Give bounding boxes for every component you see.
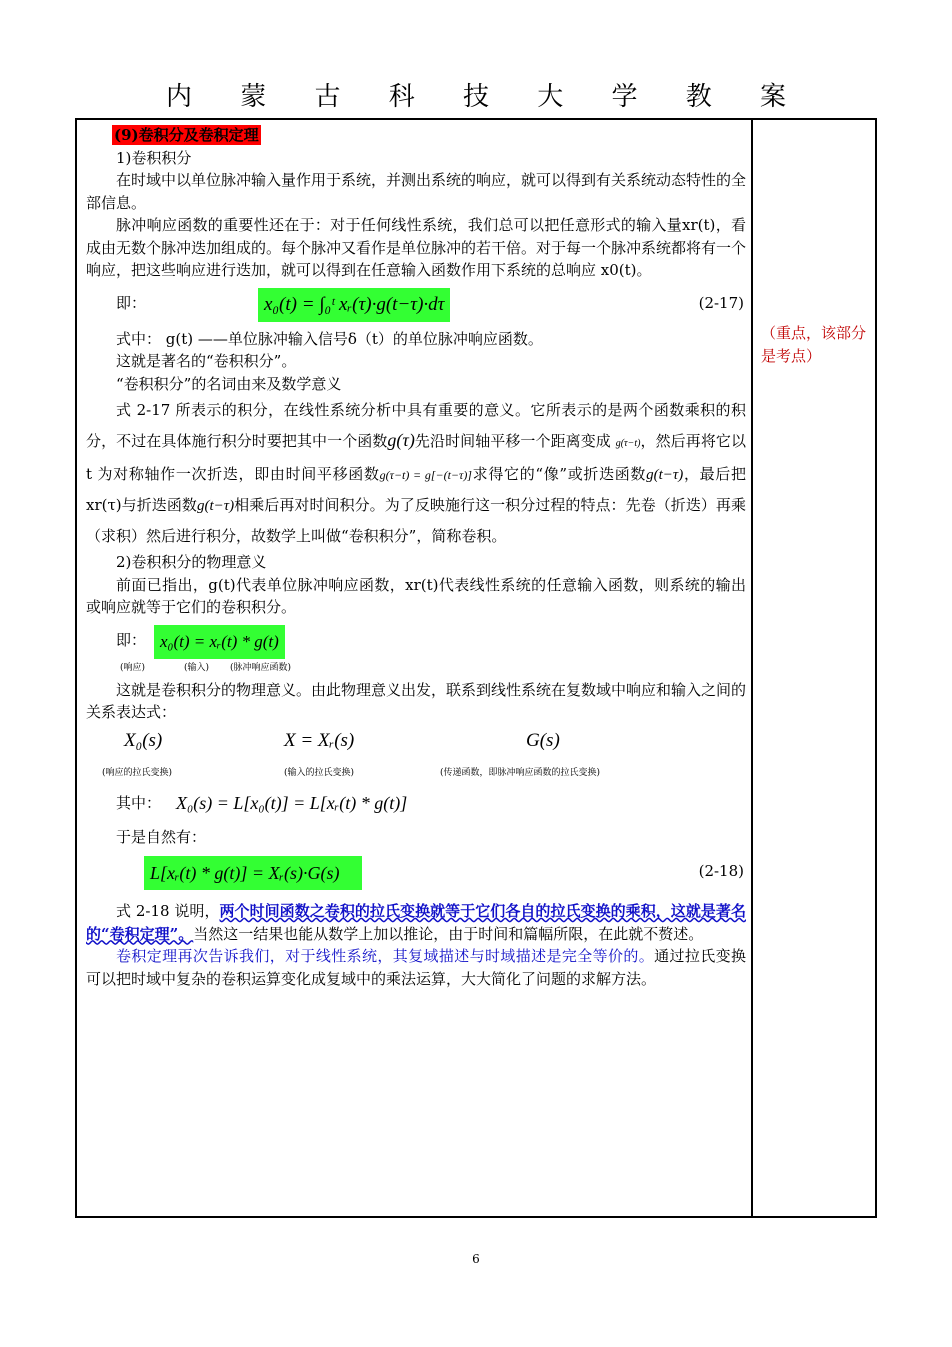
note-transfer-function: (传递函数，即脉冲响应函数的拉氏变换)	[440, 767, 601, 778]
equation-2-18	[86, 856, 746, 890]
side-note: （重点，该部分是考点）	[761, 324, 867, 365]
equation-label: 即：	[116, 630, 147, 649]
page-number: 6	[472, 1252, 480, 1266]
math-g-t-tau: g(t−τ)	[646, 467, 684, 483]
p6-text-b: 先沿时间轴平移一个距离变成	[414, 432, 611, 450]
p6-text-a: 式 2-17 所表示的积分，在线性系统分析中具有重要的意义。它所表示的是两个函数乘积的积分，不过在具体施行积分时要把其中一个函数	[86, 401, 746, 450]
note-output-transform: (响应的拉氏变换)	[102, 767, 173, 778]
main-column	[86, 124, 746, 990]
paragraph-8: 这就是卷积积分的物理意义。由此物理意义出发，联系到线性系统在复数域中响应和输入之间的关系表达式：	[86, 680, 747, 721]
note-input: (输入)	[184, 662, 210, 673]
definition-label: 其中：	[116, 793, 162, 812]
p11-text-c: 当然这一结果也能从数学上加以推论，由于时间和篇幅所限，在此就不赘述。	[193, 924, 704, 943]
paragraph-10: 于是自然有：	[116, 827, 207, 846]
p12-text: 通过拉氏变换可以把时域中复杂的卷积运算变化成复域中的乘法运算，大大简化了问题的求解方法。	[86, 947, 746, 988]
note-input-transform: (输入的拉氏变换)	[284, 767, 355, 778]
paragraph-4: 这就是著名的“卷积积分”。	[116, 352, 297, 370]
laplace-notes	[86, 764, 746, 784]
paragraph-3: 式中： g(t) ——单位脉冲输入信号δ（t）的单位脉冲响应函数。	[116, 329, 543, 348]
paragraph-11	[86, 900, 746, 945]
equation-number: (2-17)	[698, 293, 744, 312]
theorem-statement: 两个时间函数之卷积的拉氏变换就等于它们各自的拉氏变换的乘积，这就是著名的“卷积定理”。	[86, 902, 746, 943]
note-response: (响应)	[120, 662, 146, 673]
input-transform: X = Xᵣ(s)	[284, 729, 355, 751]
equation-2-17	[86, 288, 746, 322]
note-impulse: (脉冲响应函数)	[230, 662, 292, 673]
convolution-theorem: L[xᵣ(t) * g(t)] = Xᵣ(s)·G(s)	[144, 856, 362, 890]
p6-text-d: 求得它的“像”或折迭函数	[471, 465, 647, 483]
column-divider	[751, 120, 753, 1216]
p6-text-e: ，最后把 xr(τ)与折迭函数	[86, 465, 746, 514]
p6-text-c: ，然后再将它以 t 为对称轴作一次折迭，即由时间平移函数	[86, 432, 746, 483]
equation-number: (2-18)	[698, 862, 744, 880]
math-g-t-tau-2: g(t−τ)	[196, 498, 235, 514]
paragraph-12	[86, 945, 746, 990]
paragraph-2: 脉冲响应函数的重要性还在于：对于任何线性系统，我们总可以把任意形式的输入量xr(t)，看成由无数个脉冲迭加组成的。每个脉冲又看作是单位脉冲的若干倍。对于每一个脉冲系统都将有一个响应，把这些响应进行迭加，就可以得到在任意输入函数作用下系统的总响应 x0(t)。	[86, 216, 747, 279]
math-g-tau-minus-t: g(τ−t)	[615, 438, 641, 449]
p12-highlight: 卷积定理再次告诉我们，对于线性系统，其复域描述与时域描述是完全等价的。	[116, 947, 655, 965]
subheading-2: 2)卷积积分的物理意义	[116, 553, 267, 571]
math-g-tau: g(τ)	[387, 430, 415, 450]
laplace-formula: X₀(s) = L[x₀(t)] = L[xᵣ(t) * g(t)]	[176, 792, 408, 813]
paragraph-1: 在时域中以单位脉冲输入量作用于系统，并测出系统的响应，就可以得到有关系统动态特性的全部信息。	[86, 171, 747, 212]
subheading-1: 1)卷积积分	[116, 148, 192, 167]
laplace-definition	[86, 788, 746, 822]
output-transform: X₀(s)	[124, 729, 163, 751]
math-fold: g(τ−t) = g[−(t−τ)]	[379, 468, 472, 482]
equation-notes	[86, 659, 746, 679]
convolution-formula: x₀(t) = xᵣ(t) * g(t)	[154, 625, 285, 659]
paragraph-7: 前面已指出，g(t)代表单位脉冲响应函数，xr(t)代表线性系统的任意输入函数，则系统的输出或响应就等于它们的卷积积分。	[86, 575, 746, 616]
paragraph-6	[86, 395, 746, 551]
content-table	[75, 118, 877, 1218]
paragraph-5: “卷积积分”的名词由来及数学意义	[116, 374, 342, 393]
page-header: 内 蒙 古 科 技 大 学 教 案	[165, 82, 807, 112]
section-heading: (9)卷积分及卷积定理	[114, 126, 259, 144]
laplace-relations	[86, 724, 746, 764]
equation-label: 即：	[116, 293, 147, 312]
p6-text-f: 相乘后再对时间积分。为了反映施行这一积分过程的特点：先卷（折迭）再乘（求积）然后进行积分，故数学上叫做“卷积积分”，简称卷积。	[86, 496, 746, 545]
equation-convolution	[86, 625, 746, 659]
p11-text-a: 式 2-18 说明，	[116, 902, 220, 920]
convolution-integral: x₀(t) = ∫₀ᵗ xᵣ(τ)·g(t−τ)·dτ	[258, 288, 450, 322]
transfer-function: G(s)	[526, 729, 560, 751]
